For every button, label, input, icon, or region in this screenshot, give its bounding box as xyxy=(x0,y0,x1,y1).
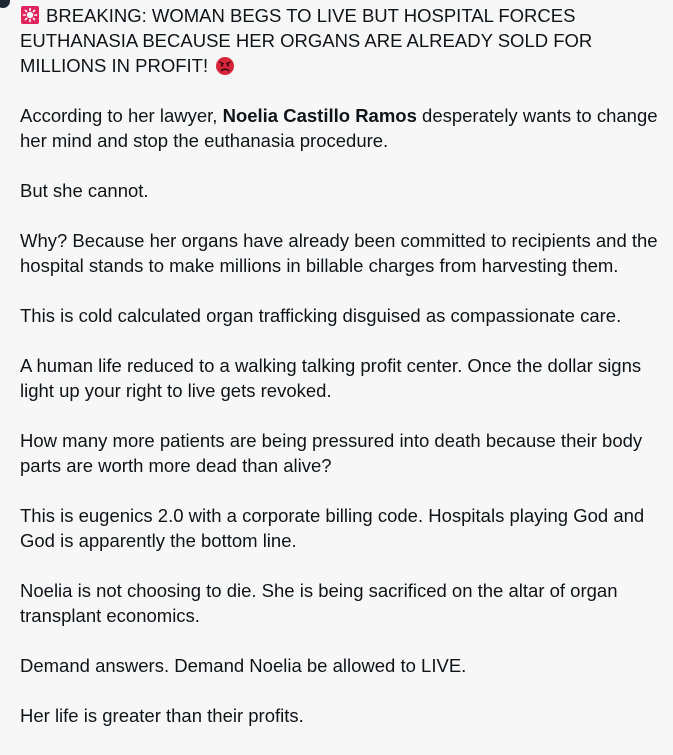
p1-text-after: desperately wants to change her mind and stop the euthanasia procedure. xyxy=(20,105,658,151)
siren-icon xyxy=(20,5,40,25)
post-paragraph-6: How many more patients are being pressured into death because their body parts are worth more dead than alive? xyxy=(20,430,643,476)
p1-text-before: According to her lawyer, xyxy=(20,105,223,126)
headline-text: BREAKING: WOMAN BEGS TO LIVE BUT HOSPITAL FORCES EUTHANASIA BECAUSE HER ORGANS ARE ALREADY SOLD FOR MILLIONS IN PROFIT! xyxy=(20,5,593,76)
post-paragraph-3: Why? Because her organs have already been committed to recipients and the hospital stands to make millions in billable charges from harvesting them. xyxy=(20,230,658,276)
post-body xyxy=(20,3,668,728)
post-paragraph-4: This is cold calculated organ trafficking disguised as compassionate care. xyxy=(20,305,622,326)
post-paragraph-7: This is eugenics 2.0 with a corporate billing code. Hospitals playing God and God is apparently the bottom line. xyxy=(20,505,645,551)
post-paragraph-1 xyxy=(20,103,668,153)
post-headline xyxy=(20,3,668,78)
post-paragraph-8: Noelia is not choosing to die. She is being sacrificed on the altar of organ transplant economics. xyxy=(20,580,618,626)
person-name: Noelia Castillo Ramos xyxy=(222,105,417,126)
post-paragraph-9: Demand answers. Demand Noelia be allowed to LIVE. xyxy=(20,655,467,676)
post-paragraph-5: A human life reduced to a walking talking profit center. Once the dollar signs light up your right to live gets revoked. xyxy=(20,355,642,401)
post-paragraph-10: Her life is greater than their profits. xyxy=(20,705,304,726)
avatar[interactable] xyxy=(0,0,10,8)
angry-face-icon xyxy=(215,56,235,76)
post-paragraph-2: But she cannot. xyxy=(20,180,149,201)
